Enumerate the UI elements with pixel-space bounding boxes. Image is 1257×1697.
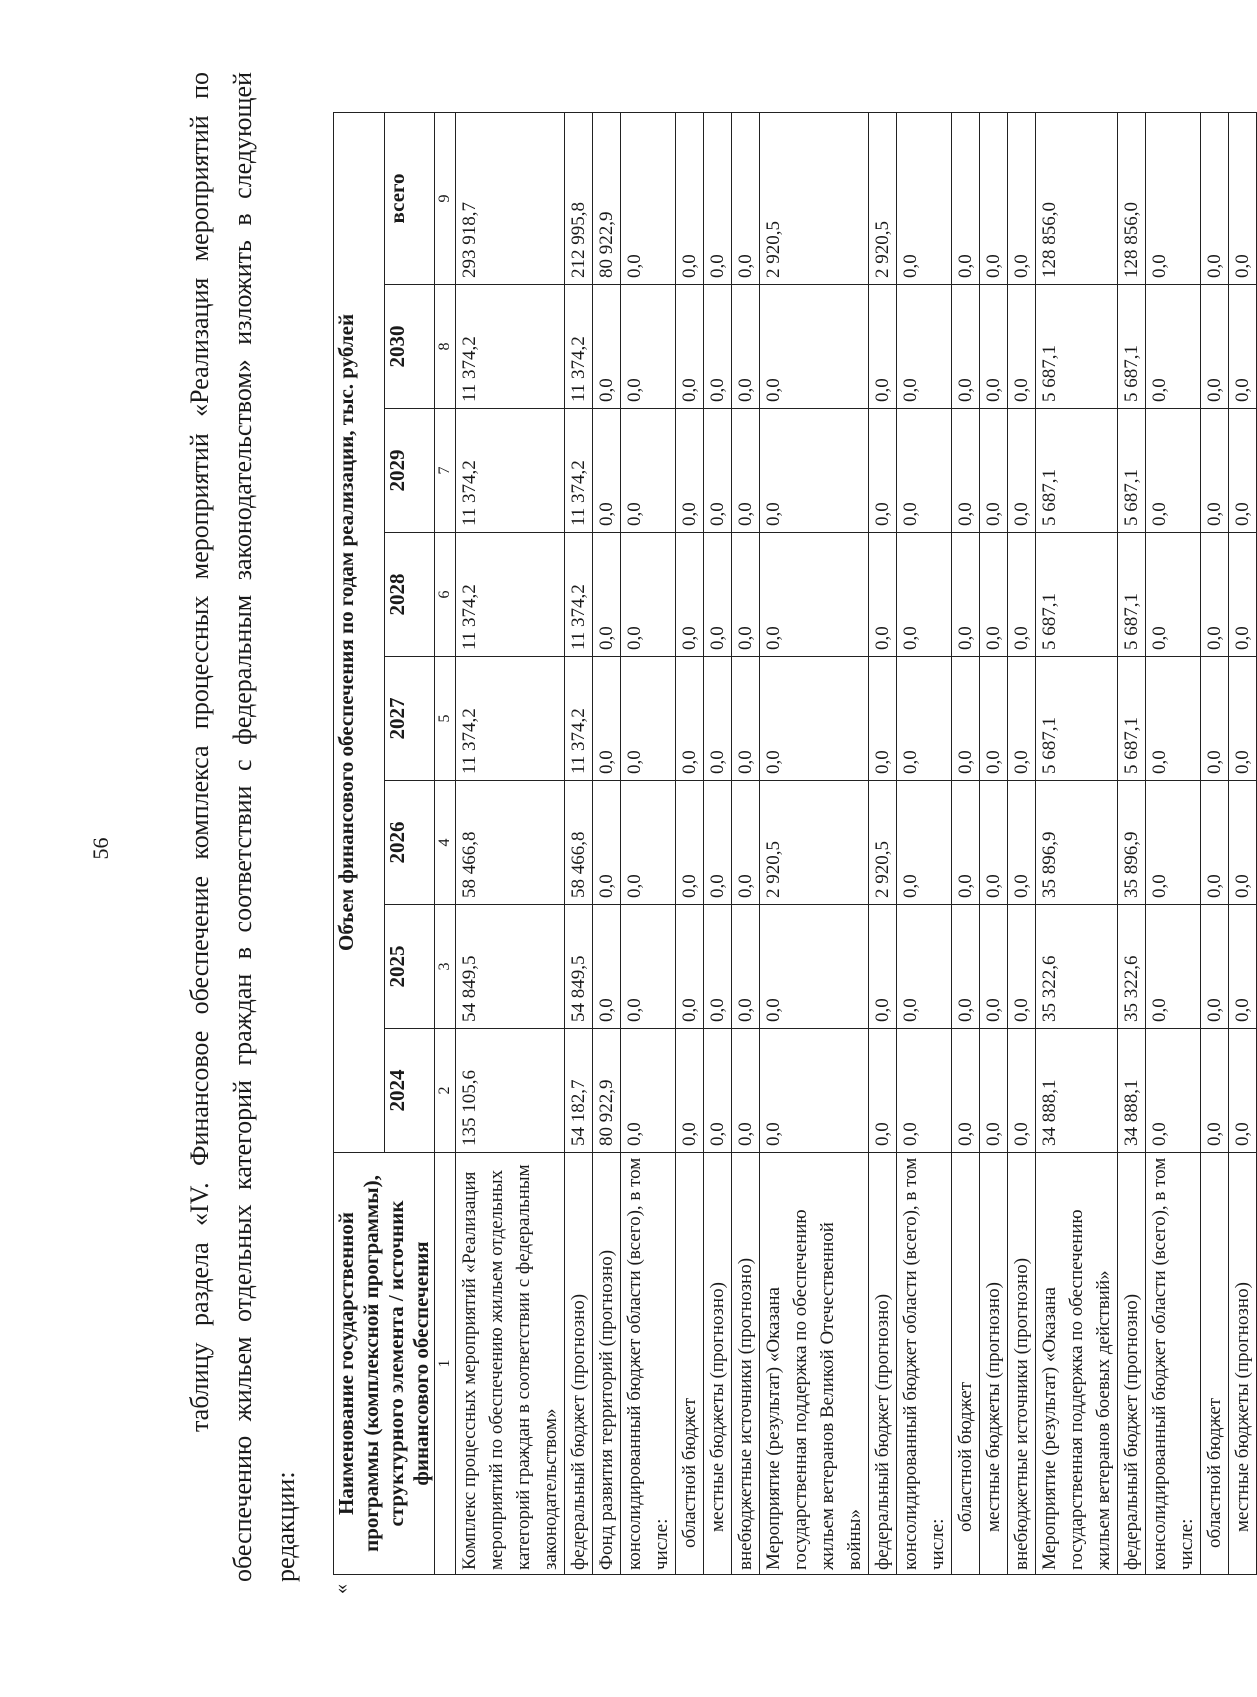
table-row: [1146, 112, 1201, 1574]
row-year-value: 0,0: [760, 905, 869, 1029]
financing-table: [333, 112, 1257, 1575]
row-total-value: 80 922,9: [593, 112, 621, 284]
row-year-value: 0,0: [676, 781, 704, 905]
row-year-value: 0,0: [1146, 657, 1201, 781]
row-total-value: 0,0: [704, 112, 732, 284]
row-year-value: 0,0: [897, 409, 952, 533]
row-total-value: 0,0: [980, 112, 1008, 284]
header-year: 2028: [384, 533, 435, 657]
row-year-value: 0,0: [621, 285, 676, 409]
row-source-name: местные бюджеты (прогнозно): [1229, 1153, 1257, 1575]
row-year-value: 0,0: [1008, 409, 1036, 533]
row-year-value: 0,0: [1201, 409, 1229, 533]
row-total-value: 0,0: [1146, 112, 1201, 284]
row-year-value: 11 374,2: [565, 409, 593, 533]
row-year-value: 0,0: [869, 409, 897, 533]
row-year-value: 0,0: [732, 657, 760, 781]
row-year-value: 5 687,1: [1036, 657, 1118, 781]
row-year-value: 0,0: [676, 533, 704, 657]
row-year-value: 80 922,9: [593, 1029, 621, 1153]
row-year-value: 0,0: [676, 409, 704, 533]
row-year-value: 0,0: [760, 533, 869, 657]
table-row: [1118, 112, 1146, 1574]
row-year-value: 0,0: [1201, 533, 1229, 657]
row-year-value: 0,0: [760, 409, 869, 533]
row-year-value: 5 687,1: [1036, 533, 1118, 657]
row-source-name: Мероприятие (результат) «Оказана государственная поддержка по обеспечению жильем ветеранов Великой Отечественной войны»: [760, 1153, 869, 1575]
row-year-value: 0,0: [1229, 657, 1257, 781]
row-year-value: 0,0: [980, 781, 1008, 905]
row-year-value: 0,0: [869, 905, 897, 1029]
row-year-value: 0,0: [621, 905, 676, 1029]
row-year-value: 0,0: [980, 533, 1008, 657]
header-name: Наименование государственной программы (комплексной программы), структурного элемента / источник финансового обеспечения: [334, 1153, 435, 1575]
row-year-value: 0,0: [980, 285, 1008, 409]
col-number: 2: [435, 1029, 456, 1153]
row-source-name: местные бюджеты (прогнозно): [704, 1153, 732, 1575]
row-year-value: 0,0: [1146, 781, 1201, 905]
row-year-value: 0,0: [869, 533, 897, 657]
header-volume: Объем финансового обеспечения по годам реализации, тыс. рублей: [334, 112, 385, 1152]
row-year-value: 0,0: [704, 657, 732, 781]
row-total-value: 0,0: [676, 112, 704, 284]
row-year-value: 54 182,7: [565, 1029, 593, 1153]
row-source-name: Комплекс процессных мероприятий «Реализация мероприятий по обеспечению жильем отдельных категорий граждан в соответствии с федеральным законодательством»: [456, 1153, 565, 1575]
row-year-value: 5 687,1: [1118, 409, 1146, 533]
row-year-value: 0,0: [732, 533, 760, 657]
row-year-value: 11 374,2: [456, 285, 565, 409]
row-source-name: областной бюджет: [676, 1153, 704, 1575]
row-total-value: 0,0: [732, 112, 760, 284]
row-total-value: 2 920,5: [869, 112, 897, 284]
row-year-value: 0,0: [952, 285, 980, 409]
row-year-value: 0,0: [1201, 657, 1229, 781]
row-year-value: 0,0: [1008, 285, 1036, 409]
row-year-value: 0,0: [676, 1029, 704, 1153]
row-source-name: областной бюджет: [952, 1153, 980, 1575]
row-year-value: 0,0: [593, 657, 621, 781]
row-source-name: Мероприятие (результат) «Оказана государственная поддержка по обеспечению жильем ветеранов боевых действий»: [1036, 1153, 1118, 1575]
table-row: [621, 112, 676, 1574]
row-year-value: 0,0: [897, 533, 952, 657]
row-year-value: 0,0: [1229, 533, 1257, 657]
row-source-name: консолидированный бюджет области (всего), в том числе:: [621, 1153, 676, 1575]
row-total-value: 2 920,5: [760, 112, 869, 284]
row-year-value: 0,0: [1008, 533, 1036, 657]
row-source-name: местные бюджеты (прогнозно): [980, 1153, 1008, 1575]
row-year-value: 0,0: [1008, 905, 1036, 1029]
table-row: [897, 112, 952, 1574]
row-source-name: внебюджетные источники (прогнозно): [1008, 1153, 1036, 1575]
row-year-value: 0,0: [897, 285, 952, 409]
row-year-value: 0,0: [1146, 285, 1201, 409]
row-source-name: Фонд развития территорий (прогнозно): [593, 1153, 621, 1575]
row-year-value: 0,0: [621, 533, 676, 657]
row-year-value: 0,0: [760, 285, 869, 409]
table-row: [593, 112, 621, 1574]
row-year-value: 0,0: [1146, 533, 1201, 657]
row-source-name: консолидированный бюджет области (всего), в том числе:: [897, 1153, 952, 1575]
row-year-value: 0,0: [732, 1029, 760, 1153]
table-row: [952, 112, 980, 1574]
row-year-value: 5 687,1: [1118, 285, 1146, 409]
row-year-value: 35 896,9: [1118, 781, 1146, 905]
col-number: 3: [435, 905, 456, 1029]
row-total-value: 0,0: [1008, 112, 1036, 284]
row-year-value: 0,0: [621, 409, 676, 533]
row-year-value: 0,0: [760, 657, 869, 781]
row-year-value: 0,0: [593, 409, 621, 533]
row-year-value: 5 687,1: [1118, 533, 1146, 657]
row-year-value: 0,0: [1008, 657, 1036, 781]
row-year-value: 0,0: [980, 657, 1008, 781]
row-year-value: 0,0: [1229, 905, 1257, 1029]
row-total-value: 128 856,0: [1036, 112, 1118, 284]
intro-paragraph: [178, 72, 307, 1582]
table-row: [1036, 112, 1118, 1574]
row-year-value: 11 374,2: [456, 533, 565, 657]
row-year-value: 0,0: [732, 285, 760, 409]
row-year-value: 0,0: [704, 781, 732, 905]
row-total-value: 212 995,8: [565, 112, 593, 284]
row-source-name: областной бюджет: [1201, 1153, 1229, 1575]
row-year-value: 0,0: [897, 905, 952, 1029]
header-year: 2029: [384, 409, 435, 533]
table-row: [1201, 112, 1229, 1574]
row-year-value: 0,0: [869, 285, 897, 409]
row-year-value: 0,0: [897, 1029, 952, 1153]
row-year-value: 0,0: [1229, 781, 1257, 905]
header-year: 2025: [384, 905, 435, 1029]
table-row: [1229, 112, 1257, 1574]
col-number: 6: [435, 533, 456, 657]
col-number: 9: [435, 112, 456, 284]
row-year-value: 135 105,6: [456, 1029, 565, 1153]
row-year-value: 0,0: [704, 905, 732, 1029]
row-year-value: 0,0: [952, 657, 980, 781]
row-year-value: 0,0: [1146, 1029, 1201, 1153]
table-row: [456, 112, 565, 1574]
row-year-value: 2 920,5: [760, 781, 869, 905]
row-total-value: 293 918,7: [456, 112, 565, 284]
table-row: [869, 112, 897, 1574]
row-total-value: 0,0: [897, 112, 952, 284]
header-year: 2026: [384, 781, 435, 905]
row-year-value: 58 466,8: [456, 781, 565, 905]
row-year-value: 0,0: [869, 657, 897, 781]
row-year-value: 0,0: [869, 1029, 897, 1153]
row-year-value: 35 896,9: [1036, 781, 1118, 905]
row-year-value: 0,0: [593, 781, 621, 905]
row-year-value: 11 374,2: [565, 533, 593, 657]
row-year-value: 0,0: [897, 781, 952, 905]
row-year-value: 5 687,1: [1036, 409, 1118, 533]
row-year-value: 0,0: [621, 781, 676, 905]
row-year-value: 0,0: [1146, 409, 1201, 533]
row-year-value: 34 888,1: [1036, 1029, 1118, 1153]
row-total-value: 0,0: [1201, 112, 1229, 284]
row-year-value: 0,0: [593, 905, 621, 1029]
row-year-value: 0,0: [732, 905, 760, 1029]
row-year-value: 0,0: [1201, 1029, 1229, 1153]
row-year-value: 11 374,2: [456, 409, 565, 533]
row-year-value: 2 920,5: [869, 781, 897, 905]
row-year-value: 0,0: [980, 1029, 1008, 1153]
row-year-value: 0,0: [704, 409, 732, 533]
row-year-value: 0,0: [952, 781, 980, 905]
col-number: 1: [435, 1153, 456, 1575]
header-year: 2024: [384, 1029, 435, 1153]
table-row: [980, 112, 1008, 1574]
col-number: 4: [435, 781, 456, 905]
header-year: 2027: [384, 657, 435, 781]
row-year-value: 58 466,8: [565, 781, 593, 905]
table-row: [760, 112, 869, 1574]
row-source-name: консолидированный бюджет области (всего), в том числе:: [1146, 1153, 1201, 1575]
row-source-name: федеральный бюджет (прогнозно): [565, 1153, 593, 1575]
col-number: 5: [435, 657, 456, 781]
row-year-value: 0,0: [621, 1029, 676, 1153]
table-row: [732, 112, 760, 1574]
intro-text: таблицу раздела «IV. Финансовое обеспечение комплекса процессных мероприятий «Реализация мероприятий по обеспечению жильем отдельных категорий граждан в соответствии с федеральным законодательством» изложить в следующей редакции:: [185, 72, 300, 1582]
row-year-value: 0,0: [676, 285, 704, 409]
row-year-value: 0,0: [952, 533, 980, 657]
row-total-value: 128 856,0: [1118, 112, 1146, 284]
row-year-value: 0,0: [704, 285, 732, 409]
row-year-value: 0,0: [760, 1029, 869, 1153]
row-year-value: 0,0: [621, 657, 676, 781]
row-year-value: 0,0: [1146, 905, 1201, 1029]
row-year-value: 5 687,1: [1036, 285, 1118, 409]
row-year-value: 5 687,1: [1118, 657, 1146, 781]
row-year-value: 0,0: [952, 905, 980, 1029]
row-year-value: 0,0: [1201, 781, 1229, 905]
row-year-value: 0,0: [593, 285, 621, 409]
row-source-name: федеральный бюджет (прогнозно): [869, 1153, 897, 1575]
col-number: 8: [435, 285, 456, 409]
row-year-value: 0,0: [593, 533, 621, 657]
row-year-value: 0,0: [980, 409, 1008, 533]
row-year-value: 0,0: [676, 905, 704, 1029]
row-year-value: 0,0: [676, 657, 704, 781]
row-source-name: внебюджетные источники (прогнозно): [732, 1153, 760, 1575]
header-year: 2030: [384, 285, 435, 409]
open-quote: «: [330, 1584, 352, 1594]
table-row: [565, 112, 593, 1574]
row-year-value: 0,0: [1201, 905, 1229, 1029]
row-total-value: 0,0: [952, 112, 980, 284]
header-total: всего: [384, 112, 435, 284]
row-year-value: 0,0: [732, 781, 760, 905]
table-row: [1008, 112, 1036, 1574]
row-year-value: 0,0: [952, 409, 980, 533]
row-year-value: 0,0: [1229, 409, 1257, 533]
col-number: 7: [435, 409, 456, 533]
row-year-value: 54 849,5: [456, 905, 565, 1029]
row-year-value: 0,0: [732, 409, 760, 533]
row-year-value: 0,0: [704, 1029, 732, 1153]
row-total-value: 0,0: [621, 112, 676, 284]
row-year-value: 35 322,6: [1118, 905, 1146, 1029]
row-year-value: 54 849,5: [565, 905, 593, 1029]
row-year-value: 0,0: [1229, 285, 1257, 409]
row-year-value: 0,0: [1201, 285, 1229, 409]
row-source-name: федеральный бюджет (прогнозно): [1118, 1153, 1146, 1575]
row-total-value: 0,0: [1229, 112, 1257, 284]
row-year-value: 0,0: [1008, 1029, 1036, 1153]
row-year-value: 11 374,2: [565, 657, 593, 781]
row-year-value: 11 374,2: [565, 285, 593, 409]
row-year-value: 0,0: [1008, 781, 1036, 905]
row-year-value: 0,0: [897, 657, 952, 781]
row-year-value: 0,0: [980, 905, 1008, 1029]
row-year-value: 35 322,6: [1036, 905, 1118, 1029]
table-row: [676, 112, 704, 1574]
row-year-value: 0,0: [952, 1029, 980, 1153]
page-number: 56: [88, 837, 113, 860]
row-year-value: 0,0: [1229, 1029, 1257, 1153]
table-row: [704, 112, 732, 1574]
row-year-value: 11 374,2: [456, 657, 565, 781]
row-year-value: 0,0: [704, 533, 732, 657]
row-year-value: 34 888,1: [1118, 1029, 1146, 1153]
